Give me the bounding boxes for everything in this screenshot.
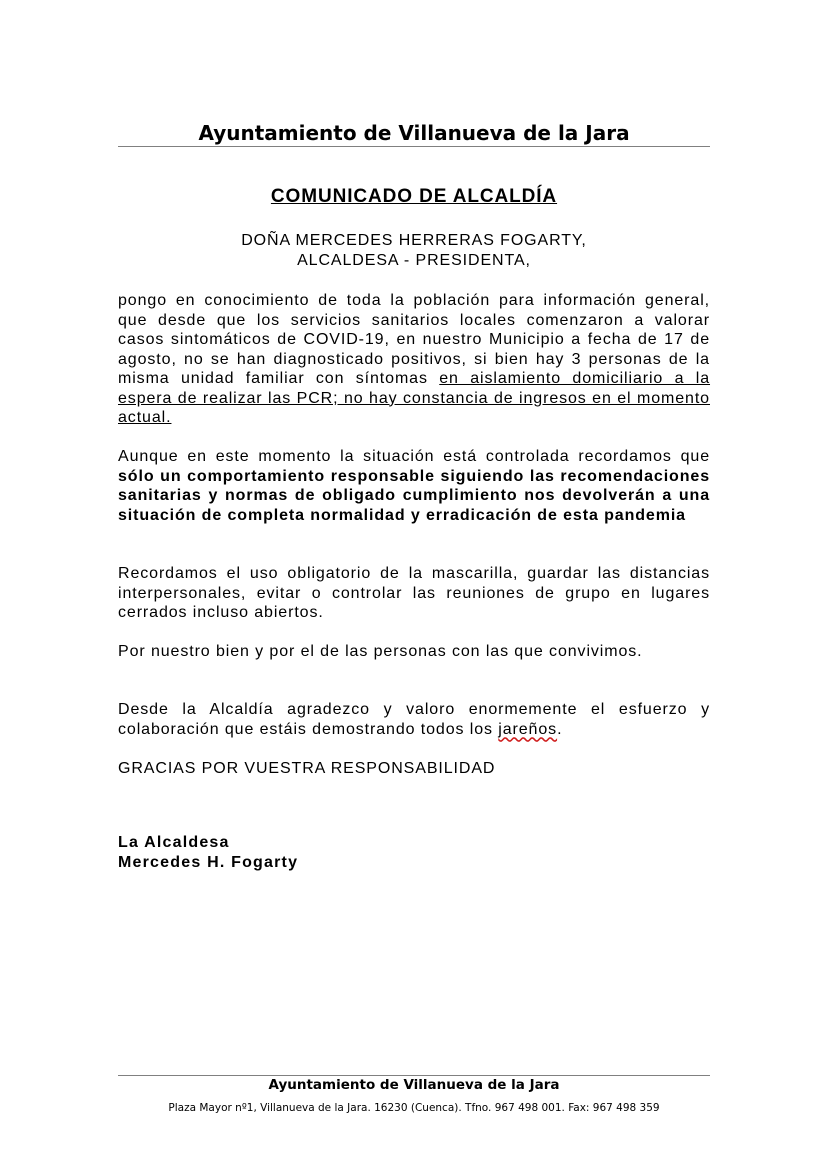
signer-block [118,231,710,270]
paragraph-mask-rules: Recordamos el uso obligatorio de la mascarilla, guardar las distancias interpersonales, evitar o controlar las reuniones de grupo en lugares cerrados incluso abiertos. [118,565,710,621]
spellcheck-flagged-word: jareños [498,720,558,738]
paragraph-thanks-text: Desde la Alcaldía agradezco y valoro enormemente el esfuerzo y colaboración que estáis demostrando todos los [118,701,710,738]
paragraph-situation [118,291,710,428]
signature-role: La Alcaldesa [118,834,230,851]
footer-divider [118,1075,710,1076]
signature-name: Mercedes H. Fogarty [118,853,299,871]
signer-name: DOÑA MERCEDES HERRERAS FOGARTY, [241,232,587,249]
paragraph-situation-underlined: en aislamiento domiciliario a la espera de realizar las PCR; no hay constancia de ingresos en el momento actual. [118,370,711,426]
document-title [118,186,710,208]
paragraph-wellbeing: Por nuestro bien y por el de las personas con las que convivimos. [118,643,643,660]
paragraph-thanks [118,700,710,739]
paragraph-situation-text: pongo en conocimiento de toda la población para información general, que desde que los servicios sanitarios locales comenzaron a valorar casos sintomáticos de COVID-19, en nuestro Municipio a fecha de 17 de agosto, no se han diagnosticado positivos, si bien hay 3 personas de la misma unidad familiar con síntomas [118,292,710,387]
paragraph-reminder [118,447,710,525]
signature-block [118,833,298,872]
paragraph-thanks-end: . [557,720,563,738]
footer-title: Ayuntamiento de Villanueva de la Jara [268,1077,560,1093]
paragraph-reminder-bold: sólo un comportamiento responsable siguiendo las recomendaciones sanitarias y normas de obligado cumplimiento nos devolverán a una situación de completa normalidad y erradicación de esta pandemia [118,467,710,524]
signer-role: ALCALDESA - PRESIDENTA, [297,251,531,269]
footer-address: Plaza Mayor nº1, Villanueva de la Jara. 16230 (Cuenca). Tfno. 967 498 001. Fax: 967 498 359 [168,1102,660,1114]
header-title: Ayuntamiento de Villanueva de la Jara [198,121,630,145]
document-title-text: COMUNICADO DE ALCALDÍA [270,186,558,207]
header-divider [118,146,710,147]
paragraph-reminder-text: Aunque en este momento la situación está controlada recordamos que [118,448,710,465]
paragraph-gratitude: GRACIAS POR VUESTRA RESPONSABILIDAD [118,760,496,777]
